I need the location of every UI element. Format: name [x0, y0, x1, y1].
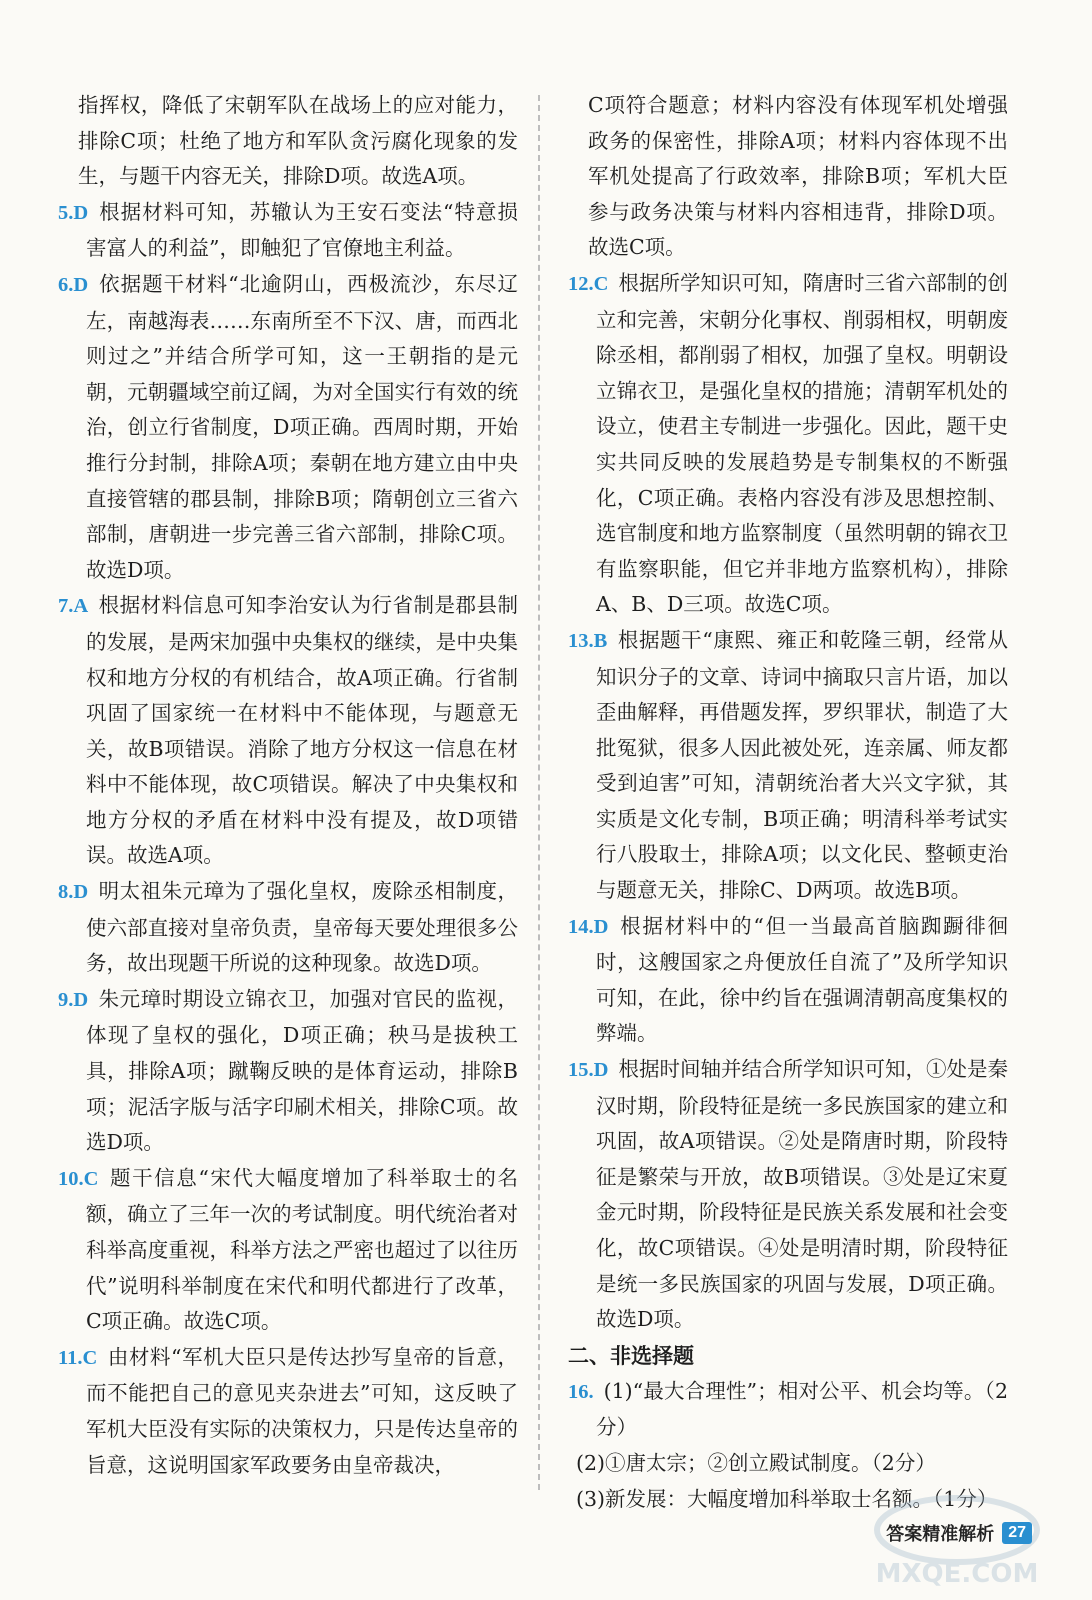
question-16 [568, 1374, 1008, 1446]
answer-item [58, 195, 518, 267]
continued-answer: 指挥权，降低了宋朝军队在战场上的应对能力，排除C项；杜绝了地方和军队贪污腐化现象的发生，与题干内容无关，排除D项。故选A项。 [78, 93, 518, 189]
left-column [58, 88, 518, 1483]
answer-number: 8.D [58, 881, 89, 904]
answer-number: 11.C [58, 1346, 98, 1369]
answer-number: 16. [568, 1380, 594, 1403]
answer-item [58, 588, 518, 874]
answer-text: 依据题干材料“北逾阴山，西极流沙，东尽辽左，南越海表……东南所至不下汉、唐，而西北则过之”并结合所学可知，这一王朝指的是元朝，元朝疆域空前辽阔，为对全国实行有效的统治，创立行省制度，D项正确。西周时期，开始推行分封制，排除A项；秦朝在地方建立由中央直接管辖的郡县制，排除B项；隋朝创立三省六部制，唐朝进一步完善三省六部制，排除C项。故选D项。 [86, 271, 518, 582]
column-divider [538, 95, 540, 1490]
answer-item [58, 1340, 518, 1483]
answer-number: 15.D [568, 1059, 609, 1082]
q16-part-1: (1)“最大合理性”；相对公平、机会均等。（2分） [596, 1378, 1008, 1440]
answer-text: 根据时间轴并结合所学知识可知，①处是秦汉时期，阶段特征是统一多民族国家的建立和巩固，故A项错误。②处是隋唐时期，阶段特征是繁荣与开放，故B项错误。③处是辽宋夏金元时期，阶段特征是民族关系发展和社会变化，故C项错误。④处是明清时期，阶段特征是统一多民族国家的巩固与发展，D项正确。故选D项。 [596, 1057, 1008, 1332]
answer-item [58, 874, 518, 982]
answer-item [58, 982, 518, 1161]
answer-text: 明太祖朱元璋为了强化皇权，废除丞相制度，使六部直接对皇帝负责，皇帝每天要处理很多公务，故出现题干所说的这种现象。故选D项。 [86, 879, 518, 976]
page-footer [886, 1520, 1032, 1546]
answer-number: 7.A [58, 595, 89, 618]
answer-text: 根据题干“康熙、雍正和乾隆三朝，经常从知识分子的文章、诗词中摘取只言片语，加以歪曲解释，再借题发挥，罗织罪状，制造了大批冤狱，很多人因此被处死，连亲属、师友都受到迫害”可知，清朝统治者大兴文字狱，其实质是文化专制，B项正确；明清科举考试实行八股取士，排除A项；以文化民、整顿吏治与题意无关，排除C、D两项。故选B项。 [596, 627, 1008, 903]
answer-item [568, 623, 1008, 909]
answer-number: 14.D [568, 915, 609, 938]
answer-list-left [58, 195, 518, 1483]
section-heading: 二、非选择题 [568, 1343, 694, 1368]
answer-number: 9.D [58, 988, 89, 1011]
answer-text: 题干信息“宋代大幅度增加了科举取士的名额，确立了三年一次的考试制度。明代统治者对科举高度重视，科举方法之严密也超过了以往历代”说明科举制度在宋代和明代都进行了改革，C项正确。故选C项。 [86, 1165, 518, 1334]
watermark-text: MXQE.COM [875, 1559, 1039, 1589]
q16-part-3: (3)新发展：大幅度增加科举取士名额。（1分） [576, 1486, 998, 1511]
answer-list-right [568, 266, 1008, 1338]
answer-item [568, 909, 1008, 1052]
answer-number: 6.D [58, 273, 89, 296]
right-column [568, 88, 1008, 1517]
q16-part-2: (2)①唐太宗；②创立殿试制度。（2分） [576, 1450, 936, 1475]
answer-item [58, 1161, 518, 1340]
answer-number: 12.C [568, 272, 609, 295]
continued-answer: C项符合题意；材料内容没有体现军机处增强政务的保密性，排除A项；材料内容体现不出军机处提高了行政效率，排除B项；军机大臣参与政务决策与材料内容相违背，排除D项。故选C项。 [588, 93, 1008, 260]
answer-number: 5.D [58, 201, 89, 224]
answer-text: 根据材料可知，苏辙认为王安石变法“特意损害富人的利益”，即触犯了官僚地主利益。 [86, 199, 518, 261]
answer-text: 朱元璋时期设立锦衣卫，加强对官民的监视，体现了皇权的强化，D项正确；秧马是拔秧工具，排除A项；蹴鞠反映的是体育运动，排除B项；泥活字版与活字印刷术相关，排除C项。故选D项。 [86, 986, 518, 1155]
answer-number: 13.B [568, 629, 608, 652]
answer-item [568, 1052, 1008, 1338]
answer-text: 根据所学知识可知，隋唐时三省六部制的创立和完善，宋朝分化事权、削弱相权，明朝废除丞相，都削弱了相权，加强了皇权。明朝设立锦衣卫，是强化皇权的措施；清朝军机处的设立，使君主专制进一步强化。因此，题干史实共同反映的发展趋势是专制集权的不断强化，C项正确。表格内容没有涉及思想控制、选官制度和地方监察制度（虽然明朝的锦衣卫有监察职能，但它并非地方监察机构），排除A、B、D三项。故选C项。 [596, 270, 1008, 617]
answer-text: 由材料“军机大臣只是传达抄写皇帝的旨意，而不能把自己的意见夹杂进去”可知，这反映了军机大臣没有实际的决策权力，只是传达皇帝的旨意，这说明国家军政要务由皇帝裁决， [86, 1344, 518, 1477]
answer-item [568, 266, 1008, 623]
footer-label: 答案精准解析 [886, 1524, 995, 1545]
answer-number: 10.C [58, 1167, 99, 1190]
answer-text: 根据材料中的“但一当最高首脑踟蹰徘徊时，这艘国家之舟便放任自流了”及所学知识可知，在此，徐中约旨在强调清朝高度集权的弊端。 [596, 913, 1008, 1046]
page-number: 27 [1002, 1522, 1032, 1544]
answer-item [58, 267, 518, 588]
answer-text: 根据材料信息可知李治安认为行省制是郡县制的发展，是两宋加强中央集权的继续，是中央集权和地方分权的有机结合，故A项正确。行省制巩固了国家统一在材料中不能体现，与题意无关，故B项错误。消除了地方分权这一信息在材料中不能体现，故C项错误。解决了中央集权和地方分权的矛盾在材料中没有提及，故D项错误。故选A项。 [86, 593, 518, 868]
